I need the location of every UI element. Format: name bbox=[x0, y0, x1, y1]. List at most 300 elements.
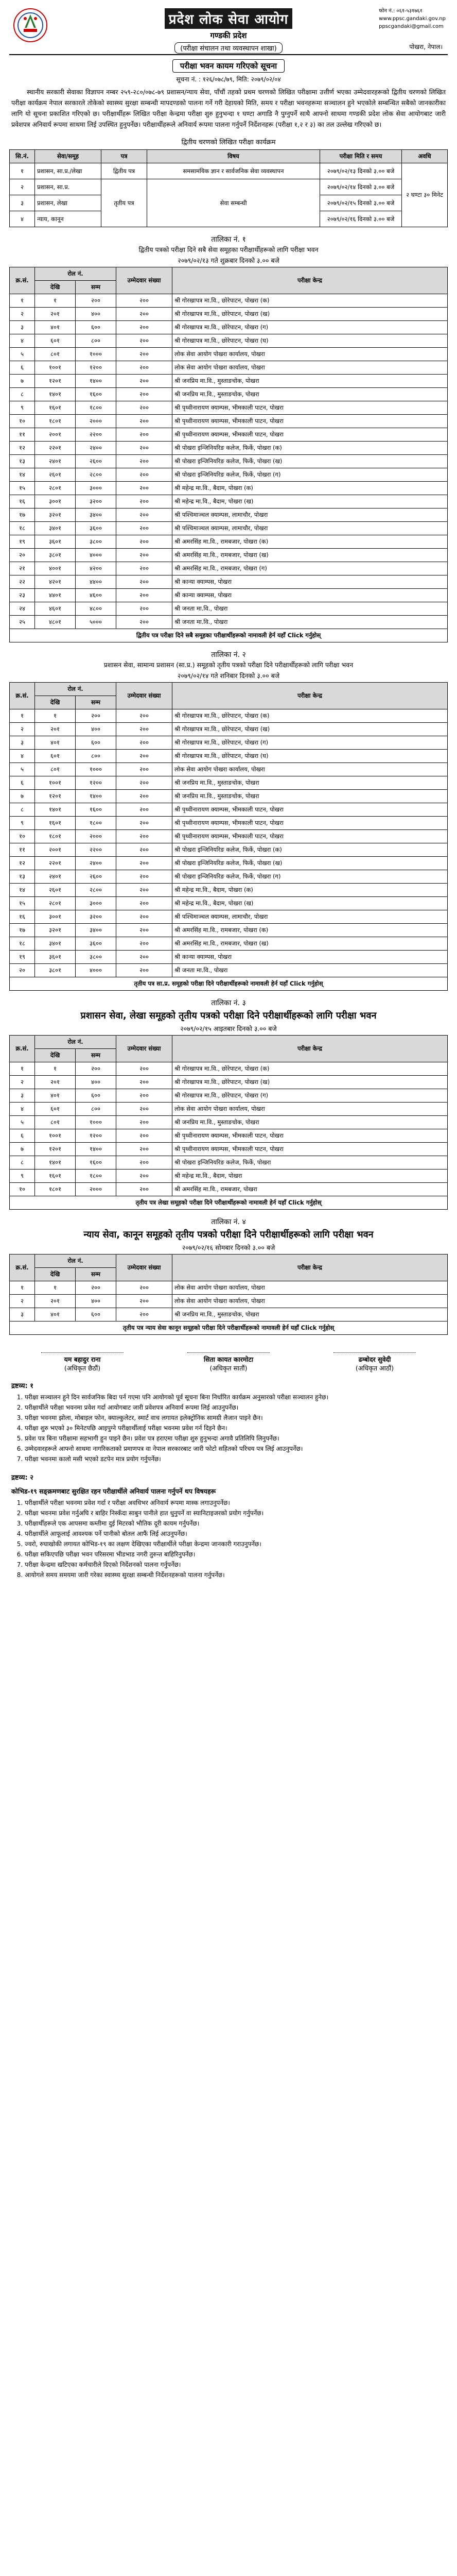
notes1-title: द्रष्टव्य: १ bbox=[11, 1382, 33, 1390]
roll-from: ८०१ bbox=[35, 763, 76, 776]
row-serial: ११ bbox=[10, 428, 35, 442]
roll-to: १८०० bbox=[76, 1170, 116, 1183]
schedule-table bbox=[9, 149, 448, 227]
table-row bbox=[10, 1295, 448, 1308]
roll-from: १ bbox=[35, 294, 76, 308]
row-serial: ११ bbox=[10, 843, 35, 857]
schedule-header: सेवा/समूह bbox=[35, 150, 101, 163]
candidate-count: २०० bbox=[116, 361, 172, 375]
roll-from: ६०१ bbox=[35, 334, 76, 348]
candidate-count: २०० bbox=[116, 897, 172, 910]
roll-from: ३४०१ bbox=[35, 522, 76, 535]
schedule-header: विषय bbox=[147, 150, 320, 163]
table-row bbox=[10, 334, 448, 348]
schedule-cell: तृतीय पत्र bbox=[101, 179, 147, 227]
table-row bbox=[10, 951, 448, 964]
row-serial: ७ bbox=[10, 375, 35, 388]
table-row bbox=[10, 1116, 448, 1129]
venue-table-3 bbox=[9, 1035, 448, 1210]
roll-from: १००१ bbox=[35, 776, 76, 790]
candidate-count: २०० bbox=[116, 549, 172, 562]
table-row bbox=[10, 1089, 448, 1103]
table-row bbox=[10, 163, 448, 179]
candidate-count: २०० bbox=[116, 709, 172, 723]
table-row bbox=[10, 964, 448, 977]
candidate-count: २०० bbox=[116, 776, 172, 790]
candidate-count: २०० bbox=[116, 1129, 172, 1143]
roll-to: ३२०० bbox=[76, 910, 116, 924]
email-link[interactable]: ppscgandaki@gmail.com bbox=[379, 24, 444, 29]
candidate-count: २०० bbox=[116, 308, 172, 321]
col-header: रोल नं. bbox=[35, 1036, 116, 1049]
candidate-count: २०० bbox=[116, 348, 172, 361]
roll-to: ४४०० bbox=[76, 575, 116, 589]
row-serial: १ bbox=[10, 1062, 35, 1076]
roll-from: ४००१ bbox=[35, 562, 76, 575]
candidate-count: २०० bbox=[116, 428, 172, 442]
schedule-cell: सेवा सम्बन्धी bbox=[147, 179, 320, 227]
schedule-header: पत्र bbox=[101, 150, 147, 163]
notes2-list bbox=[9, 1498, 448, 1580]
row-serial: ५ bbox=[10, 763, 35, 776]
row-serial: २० bbox=[10, 549, 35, 562]
roll-from: २०१ bbox=[35, 1076, 76, 1089]
row-serial: १७ bbox=[10, 924, 35, 937]
roll-to: २००० bbox=[76, 1183, 116, 1196]
roll-from: ४०१ bbox=[35, 1308, 76, 1321]
row-serial: २ bbox=[10, 723, 35, 736]
list-item: 7. परीक्षा भवनमा कालो मसी भएको डटपेन मात्र प्रयोग गर्नुपर्नेछ। bbox=[25, 1454, 448, 1464]
exam-center: लोक सेवा आयोग पोखरा कार्यालय, पोखरा bbox=[172, 1295, 448, 1308]
roll-from: १२०१ bbox=[35, 1143, 76, 1156]
exam-center: श्री जनता मा.वि., पोखरा bbox=[172, 616, 448, 629]
exam-center: श्री महेन्द्र मा.वि., बैदाम, पोखरा (ख) bbox=[172, 897, 448, 910]
table-row bbox=[10, 924, 448, 937]
exam-center: श्री पृथ्वीनारायण क्याम्पस, भीमकाली पाटन, पोखरा bbox=[172, 415, 448, 428]
website-link[interactable]: www.ppsc.gandaki.gov.np bbox=[379, 16, 446, 22]
exam-center: श्री पश्चिमाञ्चल क्याम्पस, लामाचौर, पोखरा bbox=[172, 522, 448, 535]
signatory-name: सिता कायत कारमोटा bbox=[203, 1355, 254, 1363]
roll-from: ३४०१ bbox=[35, 937, 76, 951]
roll-from: ६०१ bbox=[35, 750, 76, 763]
table2-title: प्रशासन सेवा, सामान्य प्रशासन (सा.प्र.) समूहको तृतीय पत्रको परीक्षा दिने परीक्षार्थीहरूको लागि परीक्षा भवन bbox=[103, 661, 354, 669]
exam-center: लोक सेवा आयोग पोखरा कार्यालय, पोखरा bbox=[172, 348, 448, 361]
row-serial: ७ bbox=[10, 790, 35, 803]
schedule-duration: २ घण्टा ३० मिनेट bbox=[402, 163, 448, 227]
notice-page bbox=[9, 0, 448, 1599]
candidate-count: २०० bbox=[116, 482, 172, 495]
table-row bbox=[10, 294, 448, 308]
table1-label: तालिका नं. १ bbox=[211, 235, 246, 244]
exam-center: श्री जनप्रिय मा.वि., मुस्ताङचोक, पोखरा bbox=[172, 388, 448, 401]
row-serial: ९ bbox=[10, 817, 35, 830]
table-row bbox=[10, 910, 448, 924]
exam-center: श्री जनप्रिय मा.वि., मुस्ताङचोक, पोखरा bbox=[172, 790, 448, 803]
exam-center: श्री पृथ्वीनारायण क्याम्पस, भीमकाली पाटन, पोखरा bbox=[172, 1143, 448, 1156]
schedule-header: अवधि bbox=[402, 150, 448, 163]
candidate-count: २०० bbox=[116, 790, 172, 803]
exam-center: श्री अमरसिंह मा.वि., रामबजार, पोखरा (क) bbox=[172, 535, 448, 549]
exam-center: श्री गोरखापत्र मा.वि., छोरेपाटन, पोखरा (ख) bbox=[172, 723, 448, 736]
row-serial: २२ bbox=[10, 575, 35, 589]
table-row bbox=[10, 1062, 448, 1076]
row-serial: १० bbox=[10, 415, 35, 428]
candidate-count: २०० bbox=[116, 509, 172, 522]
roll-from: १४०१ bbox=[35, 388, 76, 401]
exam-center: श्री अमरसिंह मा.वि., रामबजार, पोखरा (क) bbox=[172, 924, 448, 937]
roll-from: ४८०१ bbox=[35, 616, 76, 629]
signature bbox=[187, 1352, 270, 1372]
covid-title: कोभिड-१९ सङ्क्रमणबाट सुरक्षित रहन परीक्षार्थीले अनिवार्य पालना गर्नुपर्ने थप विषयहरू bbox=[11, 1487, 216, 1495]
roll-to: ५००० bbox=[76, 616, 116, 629]
roll-from: ३००१ bbox=[35, 495, 76, 509]
row-serial: ३ bbox=[10, 321, 35, 334]
roll-to: ६०० bbox=[76, 321, 116, 334]
table-row bbox=[10, 509, 448, 522]
row-serial: २१ bbox=[10, 562, 35, 575]
col-subheader: सम्म bbox=[76, 696, 116, 709]
candidate-count: २०० bbox=[116, 1116, 172, 1129]
roll-from: १२०१ bbox=[35, 790, 76, 803]
table3-label: तालिका नं. ३ bbox=[211, 999, 246, 1007]
candidate-count: २०० bbox=[116, 964, 172, 977]
candidate-count: २०० bbox=[116, 1281, 172, 1295]
exam-center: श्री महेन्द्र मा.वि., बैदाम, पोखरा (क) bbox=[172, 482, 448, 495]
table-row bbox=[10, 428, 448, 442]
roll-from: ४४०१ bbox=[35, 589, 76, 602]
roll-to: २२०० bbox=[76, 428, 116, 442]
exam-center: श्री पृथ्वीनारायण क्याम्पस, भीमकाली पाटन, पोखरा bbox=[172, 428, 448, 442]
schedule-header: सि.नं. bbox=[10, 150, 35, 163]
roll-to: १००० bbox=[76, 348, 116, 361]
exam-center: श्री गोरखापत्र मा.वि., छोरेपाटन, पोखरा (घ) bbox=[172, 750, 448, 763]
roll-from: ४०१ bbox=[35, 736, 76, 750]
candidate-count: २०० bbox=[116, 415, 172, 428]
roll-to: ३२०० bbox=[76, 495, 116, 509]
schedule-cell: २ bbox=[10, 179, 35, 195]
row-serial: १ bbox=[10, 294, 35, 308]
candidate-count: २०० bbox=[116, 1308, 172, 1321]
roll-from: ३००१ bbox=[35, 910, 76, 924]
row-serial: ३ bbox=[10, 1308, 35, 1321]
row-serial: २४ bbox=[10, 602, 35, 616]
table3-namelist-link[interactable]: तृतीय पत्र लेखा समूहको परीक्षा दिने परीक्षार्थीहरूको नामावली हेर्न यहाँ Click गर्नुहोस् bbox=[10, 1196, 448, 1210]
roll-to: ६०० bbox=[76, 1089, 116, 1103]
roll-to: १४०० bbox=[76, 375, 116, 388]
exam-center: श्री महेन्द्र मा.वि., बैदाम, पोखरा (क) bbox=[172, 884, 448, 897]
roll-to: १६०० bbox=[76, 1156, 116, 1170]
roll-from: २८०१ bbox=[35, 482, 76, 495]
roll-to: २०० bbox=[76, 294, 116, 308]
roll-from: १६०१ bbox=[35, 401, 76, 415]
roll-from: २६०१ bbox=[35, 468, 76, 482]
roll-to: १६०० bbox=[76, 388, 116, 401]
roll-from: ३६०१ bbox=[35, 535, 76, 549]
exam-center: श्री गोरखापत्र मा.वि., छोरेपाटन, पोखरा (ख) bbox=[172, 1076, 448, 1089]
phone-text: फोन नं.: ०६१-५३१७६१ bbox=[379, 8, 423, 14]
exam-center: श्री पोखरा इन्जिनियरिङ कलेज, फिर्के, पोखरा (ग) bbox=[172, 870, 448, 884]
exam-center: श्री जनता मा.वि., पोखरा bbox=[172, 964, 448, 977]
candidate-count: २०० bbox=[116, 1156, 172, 1170]
candidate-count: २०० bbox=[116, 562, 172, 575]
exam-center: श्री अमरसिंह मा.वि., रामबजार, पोखरा (ख) bbox=[172, 937, 448, 951]
roll-to: ४०० bbox=[76, 308, 116, 321]
table-row bbox=[10, 1183, 448, 1196]
candidate-count: २०० bbox=[116, 522, 172, 535]
exam-center: श्री अमरसिंह मा.वि., रामबजार, पोखरा (ग) bbox=[172, 562, 448, 575]
list-item: 2. परीक्षा भवनमा प्रवेश गर्नुअघि र बाहिर निस्कँदा साबुन पानीले हात धुनुपर्ने वा स्यानिटाइजरको प्रयोग गर्नुपर्नेछ। bbox=[25, 1508, 448, 1518]
roll-to: २००० bbox=[76, 415, 116, 428]
table2-namelist-link[interactable]: तृतीय पत्र सा.प्र. समूहको परीक्षा दिने परीक्षार्थीहरूको नामावली हेर्न यहाँ Click गर्नुहोस् bbox=[10, 977, 448, 991]
candidate-count: २०० bbox=[116, 924, 172, 937]
table-row bbox=[10, 415, 448, 428]
exam-center: श्री जनता मा.वि., पोखरा bbox=[172, 602, 448, 616]
candidate-count: २०० bbox=[116, 602, 172, 616]
table-row bbox=[10, 375, 448, 388]
row-serial: १ bbox=[10, 1281, 35, 1295]
list-item: 6. परीक्षा सकिएपछि परीक्षा भवन परिसरमा भीडभाड नगरी तुरुन्त बाहिरिनुपर्नेछ। bbox=[25, 1549, 448, 1560]
candidate-count: २०० bbox=[116, 321, 172, 334]
candidate-count: २०० bbox=[116, 763, 172, 776]
roll-from: ३८०१ bbox=[35, 964, 76, 977]
candidate-count: २०० bbox=[116, 1170, 172, 1183]
roll-to: ४२०० bbox=[76, 562, 116, 575]
roll-to: १००० bbox=[76, 1116, 116, 1129]
venue-table-2 bbox=[9, 682, 448, 991]
row-serial: २ bbox=[10, 1076, 35, 1089]
roll-from: ८०१ bbox=[35, 1116, 76, 1129]
exam-center: श्री कान्या क्याम्पस, पोखरा bbox=[172, 951, 448, 964]
roll-from: २८०१ bbox=[35, 897, 76, 910]
table-row bbox=[10, 736, 448, 750]
roll-from: ४०१ bbox=[35, 321, 76, 334]
roll-to: २०० bbox=[76, 1281, 116, 1295]
col-subheader: देखि bbox=[35, 1049, 76, 1062]
exam-center: श्री अमरसिंह मा.वि., रामबजार, पोखरा bbox=[172, 1183, 448, 1196]
row-serial: ५ bbox=[10, 1116, 35, 1129]
table4-namelist-link[interactable]: तृतीय पत्र न्याय सेवा कानून समूहको परीक्षा दिने परीक्षार्थीहरूको नामावली हेर्न यहाँ Click गर्नुहोस् bbox=[10, 1321, 448, 1335]
commission-title: प्रदेश लोक सेवा आयोग bbox=[165, 8, 293, 29]
exam-center: श्री पृथ्वीनारायण क्याम्पस, भीमकाली पाटन, पोखरा bbox=[172, 401, 448, 415]
col-subheader: देखि bbox=[35, 281, 76, 294]
exam-center: श्री पोखरा इन्जिनियरिङ कलेज, फिर्के, पोखरा (ग) bbox=[172, 468, 448, 482]
list-item: 7. परीक्षा केन्द्रमा खटिएका कर्मचारीले दिएको निर्देशनको पालना गर्नुपर्नेछ। bbox=[25, 1560, 448, 1570]
col-header: रोल नं. bbox=[35, 267, 116, 281]
roll-to: १००० bbox=[76, 763, 116, 776]
exam-center: लोक सेवा आयोग पोखरा कार्यालय, पोखरा bbox=[172, 763, 448, 776]
roll-from: १८०१ bbox=[35, 1183, 76, 1196]
table-row bbox=[10, 348, 448, 361]
table1-namelist-link[interactable]: द्वितीय पत्र परीक्षा दिने सबै समूहका परीक्षार्थीहरूको नामावली हेर्न यहाँ Click गर्नुहोस् bbox=[10, 629, 448, 642]
row-serial: १९ bbox=[10, 951, 35, 964]
roll-from: ४०१ bbox=[35, 1089, 76, 1103]
table3-date: २०७९/०२/१५ आइतबार दिनको ३.०० बजे bbox=[180, 1025, 277, 1032]
candidate-count: २०० bbox=[116, 1103, 172, 1116]
row-serial: ४ bbox=[10, 1103, 35, 1116]
schedule-cell: २०७९/०२/१४ दिनको ३.०० बजे bbox=[320, 179, 402, 195]
exam-center: श्री गोरखापत्र मा.वि., छोरेपाटन, पोखरा (घ) bbox=[172, 334, 448, 348]
table-row bbox=[10, 495, 448, 509]
table2-date: २०७९/०२/१४ गते शनिबार दिनको ३.०० बजे bbox=[177, 672, 280, 680]
col-header: उम्मेदवार संख्या bbox=[116, 683, 172, 709]
signature-block bbox=[9, 1352, 448, 1372]
roll-to: ३६०० bbox=[76, 937, 116, 951]
candidate-count: २०० bbox=[116, 468, 172, 482]
row-serial: ६ bbox=[10, 1129, 35, 1143]
roll-from: १४०१ bbox=[35, 1156, 76, 1170]
candidate-count: २०० bbox=[116, 817, 172, 830]
table-row bbox=[10, 535, 448, 549]
roll-to: ८०० bbox=[76, 334, 116, 348]
candidate-count: २०० bbox=[116, 495, 172, 509]
table-row bbox=[10, 468, 448, 482]
candidate-count: २०० bbox=[116, 616, 172, 629]
table-row bbox=[10, 897, 448, 910]
list-item: 4. परीक्षार्थीले आफूलाई आवश्यक पर्ने पानीको बोतल आफैं लिई आउनुपर्नेछ। bbox=[25, 1529, 448, 1539]
exam-center: श्री अमरसिंह मा.वि., रामबजार, पोखरा (ख) bbox=[172, 549, 448, 562]
roll-from: १८०१ bbox=[35, 830, 76, 843]
exam-center: श्री पोखरा इन्जिनियरिङ कलेज, फिर्के, पोखरा (क) bbox=[172, 442, 448, 455]
roll-to: १८०० bbox=[76, 817, 116, 830]
roll-from: २६०१ bbox=[35, 884, 76, 897]
signature bbox=[333, 1352, 416, 1372]
col-subheader: देखि bbox=[35, 1268, 76, 1281]
col-header: उम्मेदवार संख्या bbox=[116, 1255, 172, 1281]
roll-to: ३६०० bbox=[76, 522, 116, 535]
list-item: 8. आयोगले समय समयमा जारी गरेका स्वास्थ्य सुरक्षा सम्बन्धी निर्देशनहरूको पालना गर्नुपर्नेछ। bbox=[25, 1570, 448, 1580]
roll-from: २२०१ bbox=[35, 857, 76, 870]
table-row bbox=[10, 575, 448, 589]
candidate-count: २०० bbox=[116, 1183, 172, 1196]
roll-to: २०० bbox=[76, 1062, 116, 1076]
exam-center: श्री जनप्रिय मा.वि., मुस्ताङचोक, पोखरा bbox=[172, 375, 448, 388]
list-item: 6. उम्मेदवारहरूले आफ्नो साथमा नागरिकताको प्रमाणपत्र वा नेपाल सरकारबाट जारी फोटो सहितको परिचय पत्र लिई आउनुपर्नेछ। bbox=[25, 1444, 448, 1454]
row-serial: १५ bbox=[10, 897, 35, 910]
roll-from: ४६०१ bbox=[35, 602, 76, 616]
table-row bbox=[10, 482, 448, 495]
location-text: पोखरा, नेपाल। bbox=[409, 43, 443, 50]
roll-to: ४००० bbox=[76, 549, 116, 562]
roll-to: १८०० bbox=[76, 401, 116, 415]
row-serial: ८ bbox=[10, 803, 35, 817]
candidate-count: २०० bbox=[116, 589, 172, 602]
exam-center: श्री पोखरा इन्जिनियरिङ कलेज, फिर्के, पोखरा (क) bbox=[172, 843, 448, 857]
signatory-role: (अधिकृत आठौं) bbox=[355, 1364, 394, 1372]
roll-from: १६०१ bbox=[35, 817, 76, 830]
candidate-count: २०० bbox=[116, 1062, 172, 1076]
roll-from: १ bbox=[35, 1281, 76, 1295]
exam-center: श्री गोरखापत्र मा.वि., छोरेपाटन, पोखरा (क) bbox=[172, 709, 448, 723]
roll-from: १००१ bbox=[35, 1129, 76, 1143]
col-header: क्र.सं. bbox=[10, 683, 35, 709]
exam-center: श्री पृथ्वीनारायण क्याम्पस, भीमकाली पाटन, पोखरा bbox=[172, 1129, 448, 1143]
row-serial: ६ bbox=[10, 776, 35, 790]
notes1-list bbox=[9, 1392, 448, 1464]
signatory-role: (अधिकृत छैठौं) bbox=[64, 1364, 101, 1372]
row-serial: १८ bbox=[10, 522, 35, 535]
col-header: क्र.सं. bbox=[10, 267, 35, 294]
candidate-count: २०० bbox=[116, 388, 172, 401]
roll-from: १४०१ bbox=[35, 803, 76, 817]
candidate-count: २०० bbox=[116, 803, 172, 817]
table-row bbox=[10, 522, 448, 535]
row-serial: ३ bbox=[10, 736, 35, 750]
table-row bbox=[10, 790, 448, 803]
row-serial: १४ bbox=[10, 884, 35, 897]
table-row bbox=[10, 763, 448, 776]
row-serial: ६ bbox=[10, 361, 35, 375]
roll-from: २००१ bbox=[35, 843, 76, 857]
table-row bbox=[10, 602, 448, 616]
exam-center: श्री गोरखापत्र मा.वि., छोरेपाटन, पोखरा (ग) bbox=[172, 736, 448, 750]
table-row bbox=[10, 937, 448, 951]
roll-to: ३४०० bbox=[76, 509, 116, 522]
table-row bbox=[10, 817, 448, 830]
row-serial: १९ bbox=[10, 535, 35, 549]
roll-to: ४८०० bbox=[76, 602, 116, 616]
row-serial: १५ bbox=[10, 482, 35, 495]
candidate-count: २०० bbox=[116, 375, 172, 388]
roll-to: ४०० bbox=[76, 1076, 116, 1089]
table-row bbox=[10, 1076, 448, 1089]
candidate-count: २०० bbox=[116, 910, 172, 924]
roll-from: ४२०१ bbox=[35, 575, 76, 589]
candidate-count: २०० bbox=[116, 870, 172, 884]
roll-from: २४०१ bbox=[35, 870, 76, 884]
province-name: गण्डकी प्रदेश bbox=[210, 31, 247, 40]
exam-center: लोक सेवा आयोग पोखरा कार्यालय, पोखरा bbox=[172, 1281, 448, 1295]
col-header: परीक्षा केन्द्र bbox=[172, 683, 448, 709]
roll-to: १२०० bbox=[76, 361, 116, 375]
col-header: परीक्षा केन्द्र bbox=[172, 1036, 448, 1062]
schedule-title: द्वितीय चरणको लिखित परीक्षा कार्यक्रम bbox=[181, 139, 276, 146]
schedule-cell: प्रशासन, सा.प्र./लेखा bbox=[35, 163, 101, 179]
roll-to: ६०० bbox=[76, 736, 116, 750]
candidate-count: २०० bbox=[116, 575, 172, 589]
row-serial: १३ bbox=[10, 870, 35, 884]
candidate-count: २०० bbox=[116, 1076, 172, 1089]
exam-center: श्री जनप्रिय मा.वि., मुस्ताङचोक, पोखरा bbox=[172, 1116, 448, 1129]
row-serial: १२ bbox=[10, 442, 35, 455]
roll-from: २०१ bbox=[35, 308, 76, 321]
table-row bbox=[10, 1170, 448, 1183]
table-row bbox=[10, 776, 448, 790]
table-row bbox=[10, 830, 448, 843]
exam-center: श्री गोरखापत्र मा.वि., छोरेपाटन, पोखरा (ग) bbox=[172, 1089, 448, 1103]
roll-from: १ bbox=[35, 709, 76, 723]
table1-date: २०७९/०२/१३ गते शुक्रबार दिनको ३.०० बजे bbox=[178, 257, 279, 264]
schedule-cell: २०७९/०२/१३ दिनको ३.०० बजे bbox=[320, 163, 402, 179]
col-subheader: सम्म bbox=[76, 281, 116, 294]
table-row bbox=[10, 1156, 448, 1170]
roll-from: ३६०१ bbox=[35, 951, 76, 964]
table3-title: प्रशासन सेवा, लेखा समूहको तृतीय पत्रको परीक्षा दिने परीक्षार्थीहरूको लागि परीक्षा भवन bbox=[80, 1010, 377, 1021]
list-item: 1. परीक्षा सञ्चालन हुने दिन सार्वजनिक बिदा पर्न गएमा पनि आयोगको पूर्व सूचना बिना निर्धारित कार्यक्रम अनुसारको परीक्षा सञ्चालन हुनेछ। bbox=[25, 1392, 448, 1402]
table-row bbox=[10, 723, 448, 736]
venue-table-1 bbox=[9, 267, 448, 642]
table-row bbox=[10, 1103, 448, 1116]
roll-from: १ bbox=[35, 1062, 76, 1076]
venue-table-4 bbox=[9, 1254, 448, 1335]
roll-to: ४००० bbox=[76, 964, 116, 977]
candidate-count: २०० bbox=[116, 750, 172, 763]
branch-name: (परीक्षा संचालन तथा व्यवस्थापन शाखा) bbox=[174, 42, 282, 54]
roll-from: ३२०१ bbox=[35, 509, 76, 522]
row-serial: १७ bbox=[10, 509, 35, 522]
roll-to: ६०० bbox=[76, 1308, 116, 1321]
roll-from: ८०१ bbox=[35, 348, 76, 361]
roll-to: ८०० bbox=[76, 1103, 116, 1116]
